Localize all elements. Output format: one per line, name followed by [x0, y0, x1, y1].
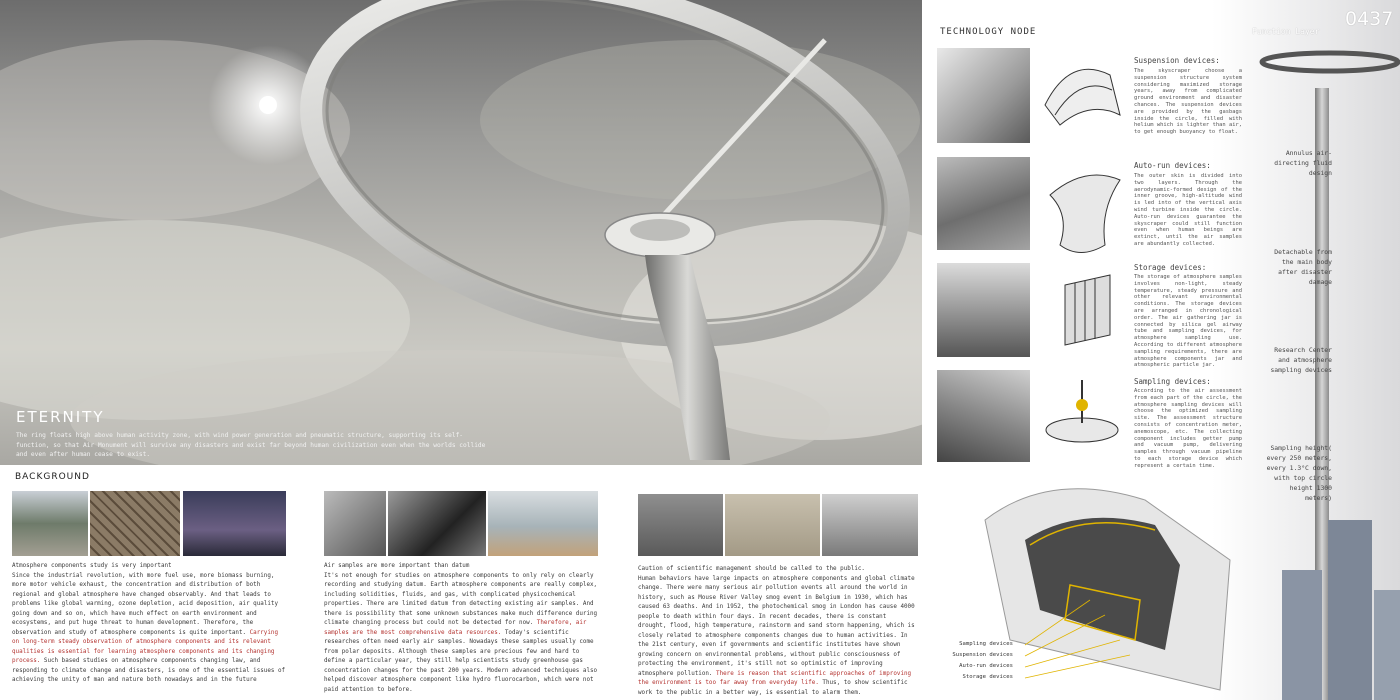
smokestack-photo [638, 494, 723, 556]
col3-heading: Caution of scientific management should be called to the public. [638, 566, 865, 572]
hero-render [0, 0, 922, 465]
device-title: Storage devices: [1134, 263, 1207, 272]
lightning-photo [183, 491, 286, 556]
project-code: 0437 [1345, 8, 1394, 30]
col3-text-end: Thus, to show scientific work to the public in a better way, is essential to alarm them. [638, 680, 908, 696]
col2-heading: Air samples are more important than datum [324, 563, 470, 569]
device-text: The outer skin is divided into two layers. Through the aerodynamic-formed design of the inner groove, high-altitude wind is led into of the vertical axis wind turbine inside the circle. Auto-run devices guarantee the skyscraper could still function even when human beings are extinct, until the air samples are abundantly collected. [1134, 173, 1242, 247]
smoke-clouds-photo [822, 494, 918, 556]
col2-highlight: Therefore, air samples are the most comprehensive data resources. [324, 620, 587, 636]
col3-highlight: There is reason that scientific approaches of improving the environment is too far away from everyday life. [638, 670, 912, 686]
label-suspension: Suspension devices [952, 652, 1013, 658]
col2-text-end: Today's scientific researches often need early air samples. Nowadays these samples usually come from polar deposits. Although these samples are precious few and hard to define a particular year, they still help scientists study greenhouse gas concentration changes for the past 200 years. Modern advanced techniques also helped discover atmosphere component like hydro fluorocarbon, which were not paid attention to before. [324, 629, 598, 693]
auto-run-photo [937, 157, 1030, 250]
device-text: The storage of atmosphere samples involves non-light, steady temperature, steady pressure and other relevant environmental conditions. The storage devices are arranged in chronological order. The air gathering jar is connected by silica gel airway tube and sampling devices, for atmosphere sampling use. According to different atmosphere sampling requirements, there are atmosphere components jar and atmospheric particle jar. [1134, 274, 1242, 369]
device-title: Sampling devices: [1134, 377, 1211, 386]
background-col-2 [324, 562, 599, 695]
label-storage: Storage devices [962, 674, 1013, 680]
sampling-photo [937, 370, 1030, 462]
device-sketches [1040, 45, 1128, 445]
sample-hands-photo [388, 491, 486, 556]
storage-photo [937, 263, 1030, 357]
suspension-photo [937, 48, 1030, 143]
landscape-photo [12, 491, 88, 556]
device-title: Auto-run devices: [1134, 161, 1211, 170]
function-layer-label: Function Layer [1252, 27, 1320, 36]
annotation-annulus: Annulus air-directing fluid design [1274, 149, 1332, 177]
ice-core-photo [324, 491, 386, 556]
lab-photo [488, 491, 598, 556]
background-col-3 [638, 565, 918, 698]
hero-title: ETERNITY [16, 408, 105, 426]
device-title: Suspension devices: [1134, 56, 1220, 65]
annotation-research: Research Center and atmosphere sampling devices [1270, 346, 1332, 374]
annotation-sampling-height: Sampling height( every 250 meters, every 1.3°C down, with top circle height 1300 meters) [1266, 444, 1332, 502]
col1-highlight: Carrying on long-term steady observation of atmosphere components and its relevant qualities is essential for learning atmosphere components and its changing process. [12, 629, 278, 664]
col1-text-end: Such based studies on atmosphere components changing law, and responding to climate change and disasters, is one of the essential issues of achieving the unity of man and nature both nowadays and in the future [12, 658, 286, 683]
annotation-detachable: Detachable from the main body after disaster damage [1274, 248, 1332, 286]
background-title: BACKGROUND [15, 472, 90, 482]
background-col-1 [12, 562, 287, 686]
device-text: According to the air assessment from each part of the circle, the atmosphere sampling devices will choose the optimized sampling site. The assessment structure consists of concentration meter, anemoscope, etc. The collecting component includes getter pump and vacuum pump, delivering samples through vacuum pipeline to each storage device which represent a certain time. [1134, 388, 1242, 469]
device-text: The skyscraper choose a suspension structure system considering maximized storage years, away from complicated ground environment and disaster chances. The suspension devices are provided by the gasbags inside the circle, filled with helium which is lighter than air, to get enough buoyancy to float. [1134, 68, 1242, 136]
smog-city-photo [725, 494, 820, 556]
col1-text: Since the industrial revolution, with more fuel use, more biomass burning, more motor vehicle exhaust, the concentration and distribution of both regional and global atmosphere have changed observably. And that leads to problems like global warming, ozone depletion, acid deposition, air quality going down and so on, which have much effect on earth environment and ecosystems, and put huge threat to human development. Therefore, the observation and study of atmosphere components is quite important. [12, 572, 278, 636]
col3-text: Human behaviors have large impacts on atmosphere components and global climate change. There were many serious air pollution events all around the world in history, such as Mouse River Valley smog event in Belgium in 1930, which has caused 63 deaths. And in 1952, the photochemical smog in London has cause 4000 people to death within four days. In recent decades, there is constant drought, flood, high temperature, rainstorm and sand storm happening, which is closely related to atmosphere components changes due to human activities. In the 21st century, even if governments and scientific institutes have shown growing concern on environmental problems, without public consciousness of protecting the environment, it's still not so optimistic of improving atmosphere pollution. [638, 575, 915, 677]
col1-heading: Atmosphere components study is very important [12, 563, 172, 569]
label-sampling: Sampling devices [959, 641, 1013, 647]
cracked-earth-photo [90, 491, 180, 556]
col2-text: It's not enough for studies on atmosphere components to only rely on clearly recording and studying datum. Earth atmosphere components are really complex, including solidities, fluids, and gas, with complicated physicochemical properties. There are limited datum from detecting existing air samples. And there is possibility that some unknown substances make much difference during climate changing process but could not be detected for now. [324, 572, 598, 626]
label-auto-run: Auto-run devices [959, 663, 1013, 669]
technology-node-title: TECHNOLOGY NODE [940, 27, 1037, 37]
hero-illustration [0, 0, 922, 465]
hero-description: The ring floats high above human activity zone, with wind power generation and pneumatic structure, supporting its self-function, so that Air Monument will survive any disasters and exist far beyond human civilization even when the worlds collide and even after human cease to exist. [16, 432, 486, 459]
